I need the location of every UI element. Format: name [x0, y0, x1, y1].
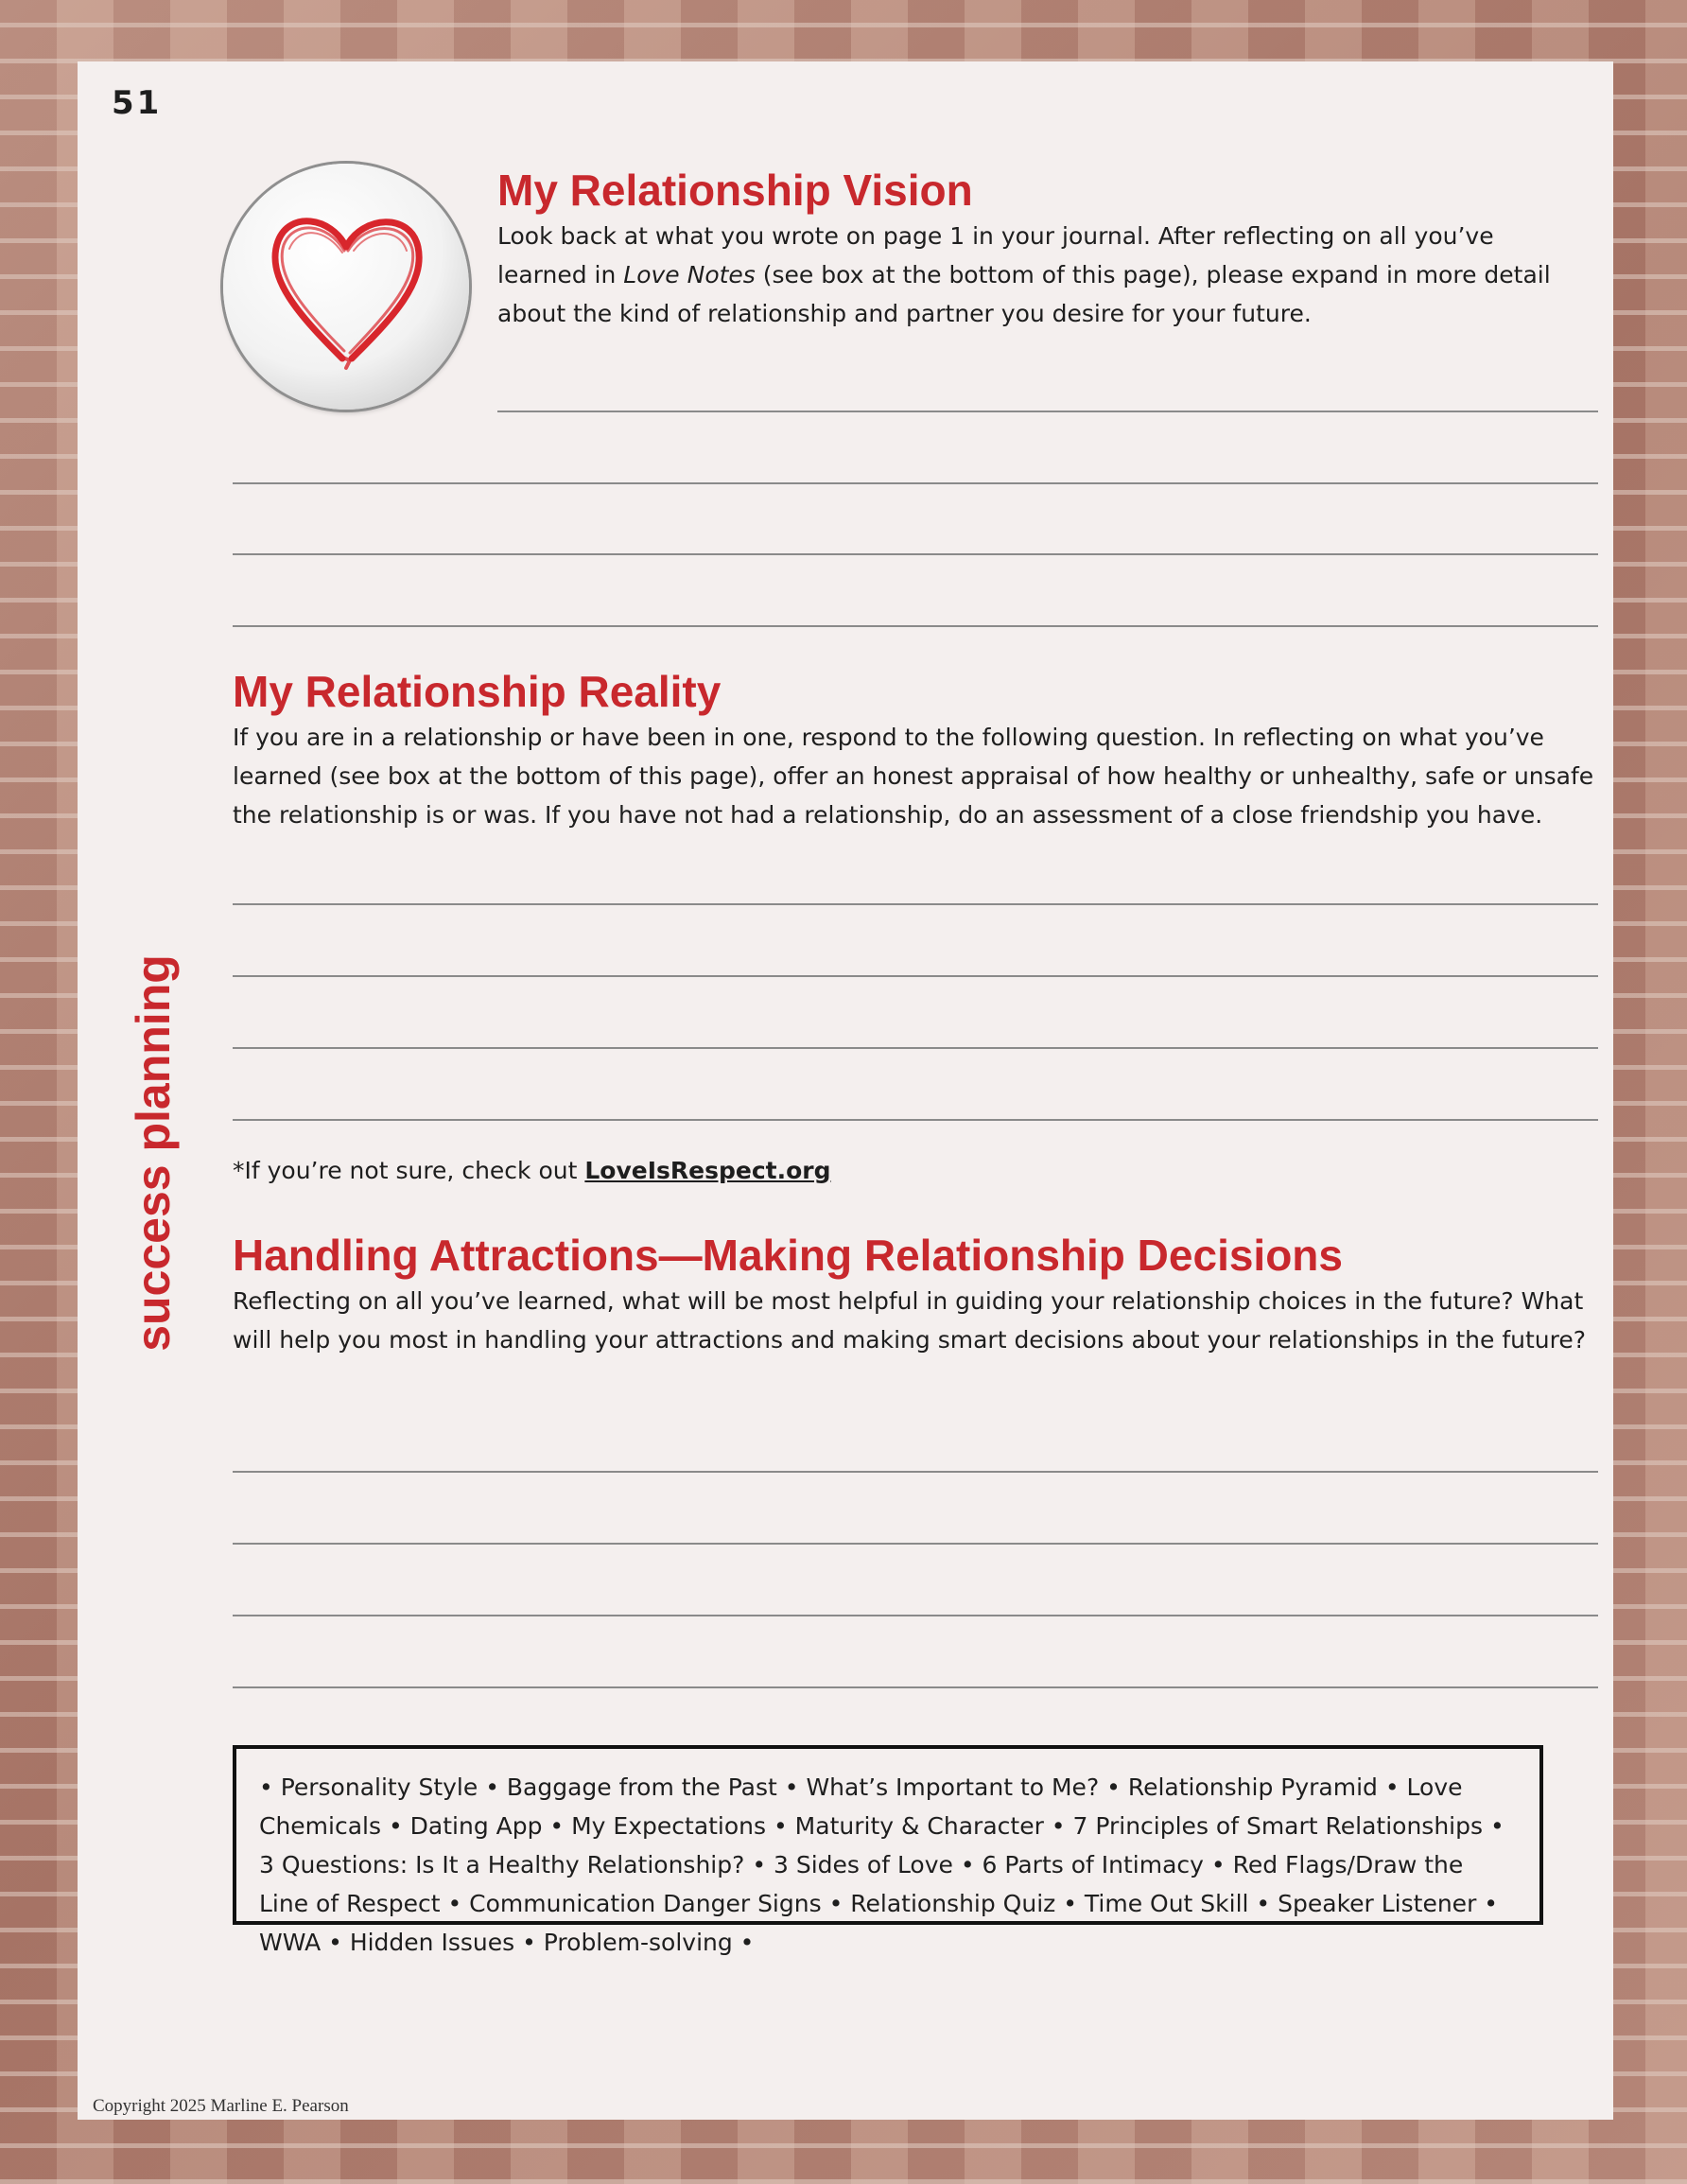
- writing-line[interactable]: [233, 625, 1598, 627]
- vision-body-line2-post: (see box at the bottom of this page), please expand in more detail: [755, 261, 1551, 288]
- loveisrespect-link[interactable]: LoveIsRespect.org: [584, 1157, 831, 1184]
- topics-box: [233, 1745, 1543, 1956]
- page-number: 51: [112, 84, 163, 122]
- resource-note-text: *If you’re not sure, check out: [233, 1157, 585, 1184]
- writing-line[interactable]: [233, 1047, 1598, 1049]
- section-body-attractions: Reflecting on all you’ve learned, what will be most helpful in guiding your relationship choices in the future? What will help you most in handling your attractions and making smart decisions about your relationships in the future?: [233, 1287, 1587, 1354]
- writing-line[interactable]: [233, 1543, 1598, 1545]
- section-body-vision: [497, 217, 1585, 333]
- section-relationship-reality: [233, 667, 1598, 834]
- copyright-notice: Copyright 2025 Marline E. Pearson: [93, 2096, 349, 2116]
- vision-body-line2-emphasis: Love Notes: [623, 261, 756, 288]
- heart-badge: [223, 164, 469, 410]
- vision-body-line2-pre: learned in: [497, 261, 624, 288]
- writing-line[interactable]: [497, 411, 1598, 412]
- resource-note: [233, 1157, 831, 1184]
- section-relationship-vision: [497, 166, 1585, 333]
- writing-line[interactable]: [233, 903, 1598, 905]
- section-title-reality: My Relationship Reality: [233, 667, 722, 716]
- worksheet-page: [78, 61, 1613, 2120]
- writing-line[interactable]: [233, 1119, 1598, 1121]
- writing-line[interactable]: [233, 553, 1598, 555]
- vision-body-line1: Look back at what you wrote on page 1 in your journal. After reflecting on all you’ve: [497, 222, 1494, 250]
- writing-line[interactable]: [233, 975, 1598, 977]
- writing-line[interactable]: [233, 482, 1598, 484]
- side-tab-label: success planning: [127, 954, 180, 1352]
- writing-line[interactable]: [233, 1686, 1598, 1688]
- writing-line[interactable]: [233, 1615, 1598, 1616]
- side-tab: [96, 954, 210, 1352]
- section-title-vision: My Relationship Vision: [497, 166, 973, 215]
- section-title-attractions: Handling Attractions—Making Relationship Decisions: [233, 1231, 1343, 1280]
- section-body-reality: If you are in a relationship or have been in one, respond to the following question. In reflecting on what you’ve learned (see box at the bottom of this page), offer an honest appraisal of how healthy or unhealthy, safe or unsafe the relationship is or was. If you have not had a relationship, do an assessment of a close friendship you have.: [233, 724, 1594, 829]
- heart-icon: [252, 192, 441, 381]
- writing-line[interactable]: [233, 1471, 1598, 1473]
- vision-body-line3: about the kind of relationship and partner you desire for your future.: [497, 300, 1312, 327]
- topics-list: • Personality Style • Baggage from the Past • What’s Important to Me? • Relationship Pyramid • Love Chemicals • Dating App • My Expectations • Maturity & Character • 7 Principles of Smart Relationships • 3 Questions: Is It a Healthy Relationship? • 3 Sides of Love • 6 Parts of Intimacy • Red Flags/Draw the Line of Respect • Communication Danger Signs • Relationship Quiz • Time Out Skill • Speaker Listener • WWA • Hidden Issues • Problem-solving •: [259, 1773, 1504, 1956]
- section-handling-attractions: [233, 1231, 1598, 1359]
